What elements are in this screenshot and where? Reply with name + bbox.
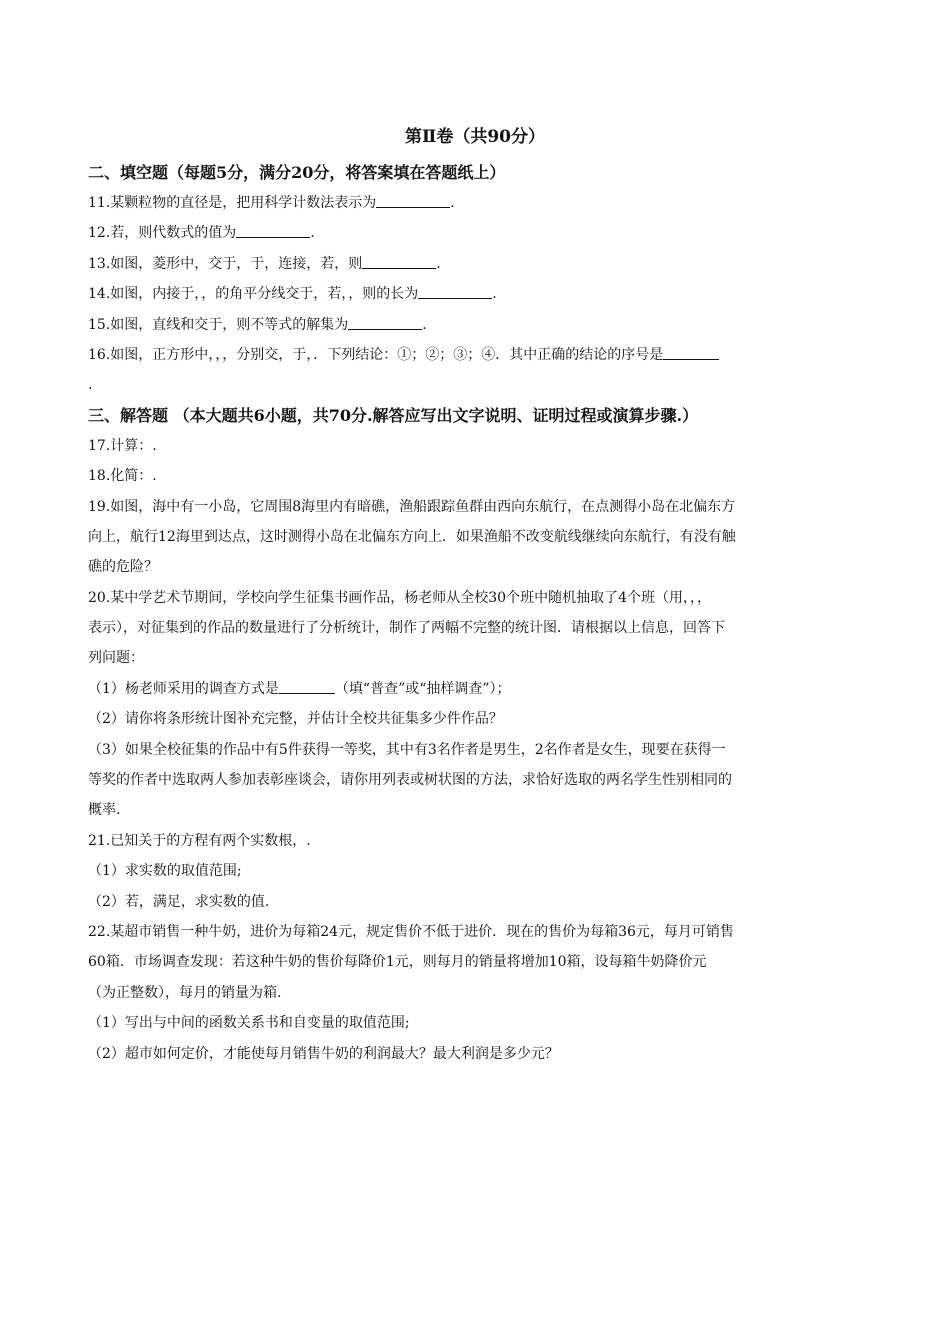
question-22-part-2: （2）超市如何定价，才能使每月销售牛奶的利润最大？最大利润是多少元？ (88, 1045, 559, 1062)
section-3-heading: 三、解答题 （本大题共6小题，共70分.解答应写出文字说明、证明过程或演算步骤.） (88, 405, 699, 425)
question-20-part-2: （2）请你将条形统计图补充完整，并估计全校共征集多少件作品？ (88, 711, 503, 728)
question-15 (88, 310, 868, 340)
question-16-end: . (88, 377, 93, 394)
question-20-part-3-line-1: （3）如果全校征集的作品中有5件获得一等奖，其中有3名作者是男生，2名作者是女生，现要在获得一 (88, 741, 726, 758)
question-20-part-1 (88, 674, 868, 704)
question-15-text: 15.如图，直线和交于，则不等式的解集为 (88, 316, 349, 333)
question-22-line-1: 22.某超市销售一种牛奶，进价为每箱24元，规定售价不低于进价．现在的售价为每箱36元，每月可销售 (88, 923, 734, 940)
exam-content (88, 158, 868, 1069)
question-14 (88, 279, 868, 309)
section-2-heading: 二、填空题（每题5分，满分20分，将答案填在答题纸上） (88, 163, 506, 182)
question-12 (88, 218, 868, 248)
question-20-line-1: 20.某中学艺术节期间，学校向学生征集书画作品，杨老师从全校30个班中随机抽取了4个班（用，，， (88, 589, 711, 606)
answer-blank-15[interactable] (348, 315, 422, 330)
question-15-end: . (422, 316, 427, 333)
question-16 (88, 340, 868, 370)
question-19-line-2: 向上，航行12海里到达点，这时测得小岛在北偏东方向上．如果渔船不改变航线继续向东航行，有没有触 (88, 528, 736, 545)
question-14-text: 14.如图，内接于，，的角平分线交于，若，，则的长为 (88, 286, 419, 303)
answer-blank-13[interactable] (362, 254, 436, 269)
question-12-text: 12.若，则代数式的值为 (88, 225, 237, 242)
question-21-part-2: （2）若，满足，求实数的值. (88, 893, 270, 910)
question-20-part-1-text: （1）杨老师采用的调查方式是 (88, 680, 279, 697)
question-22-part-1: （1）写出与中间的函数关系书和自变量的取值范围; (88, 1015, 410, 1032)
question-13 (88, 249, 868, 279)
answer-blank-20-1[interactable] (279, 679, 335, 694)
question-11-text: 11.某颗粒物的直径是，把用科学计数法表示为 (88, 195, 377, 211)
question-13-end: . (436, 255, 441, 272)
question-13-text: 13.如图，菱形中，交于，于，连接，若，则 (88, 255, 363, 272)
question-19-line-3: 礁的危险？ (88, 559, 158, 576)
page-title: 第Ⅱ卷（共90分） (405, 127, 545, 147)
question-21-part-1: （1）求实数的取值范围; (88, 863, 242, 880)
answer-blank-11[interactable] (376, 193, 450, 208)
question-18: 18.化简：. (88, 468, 157, 485)
question-22-line-3: （为正整数），每月的销量为箱. (88, 984, 282, 1001)
question-22-line-2: 60箱．市场调查发现：若这种牛奶的售价每降价1元，则每月的销量将增加10箱，设每箱牛奶降价元 (88, 954, 707, 971)
question-20-line-2: 表示），对征集到的作品的数量进行了分析统计，制作了两幅不完整的统计图．请根据以上信息，回答下 (88, 620, 725, 637)
question-12-end: . (310, 225, 315, 242)
question-16-end-line (88, 370, 868, 400)
question-11 (88, 188, 868, 218)
question-11-end: . (450, 195, 455, 211)
question-19-line-1: 19.如图，海中有一小岛，它周围8海里内有暗礁，渔船跟踪鱼群由西向东航行，在点测得小岛在北偏东方 (88, 498, 736, 515)
question-20-part-1-hint: （填“普查”或“抽样调查”）； (334, 680, 511, 697)
question-16-text: 16.如图，正方形中，，，分别交，于，．下列结论：①；②；③；④．其中正确的结论的序号是 (88, 346, 664, 363)
question-20-line-3: 列问题： (88, 650, 144, 667)
question-17: 17.计算：. (88, 437, 157, 454)
answer-blank-14[interactable] (418, 284, 492, 299)
question-21-line-1: 21.已知关于的方程有两个实数根，. (88, 832, 311, 849)
answer-blank-16[interactable] (663, 345, 719, 360)
question-20-part-3-line-3: 概率. (88, 802, 121, 819)
question-20-part-3-line-2: 等奖的作者中选取两人参加表彰座谈会，请你用列表或树状图的方法，求恰好选取的两名学生性别相同的 (88, 772, 732, 789)
answer-blank-12[interactable] (236, 223, 310, 238)
question-14-end: . (492, 286, 497, 303)
